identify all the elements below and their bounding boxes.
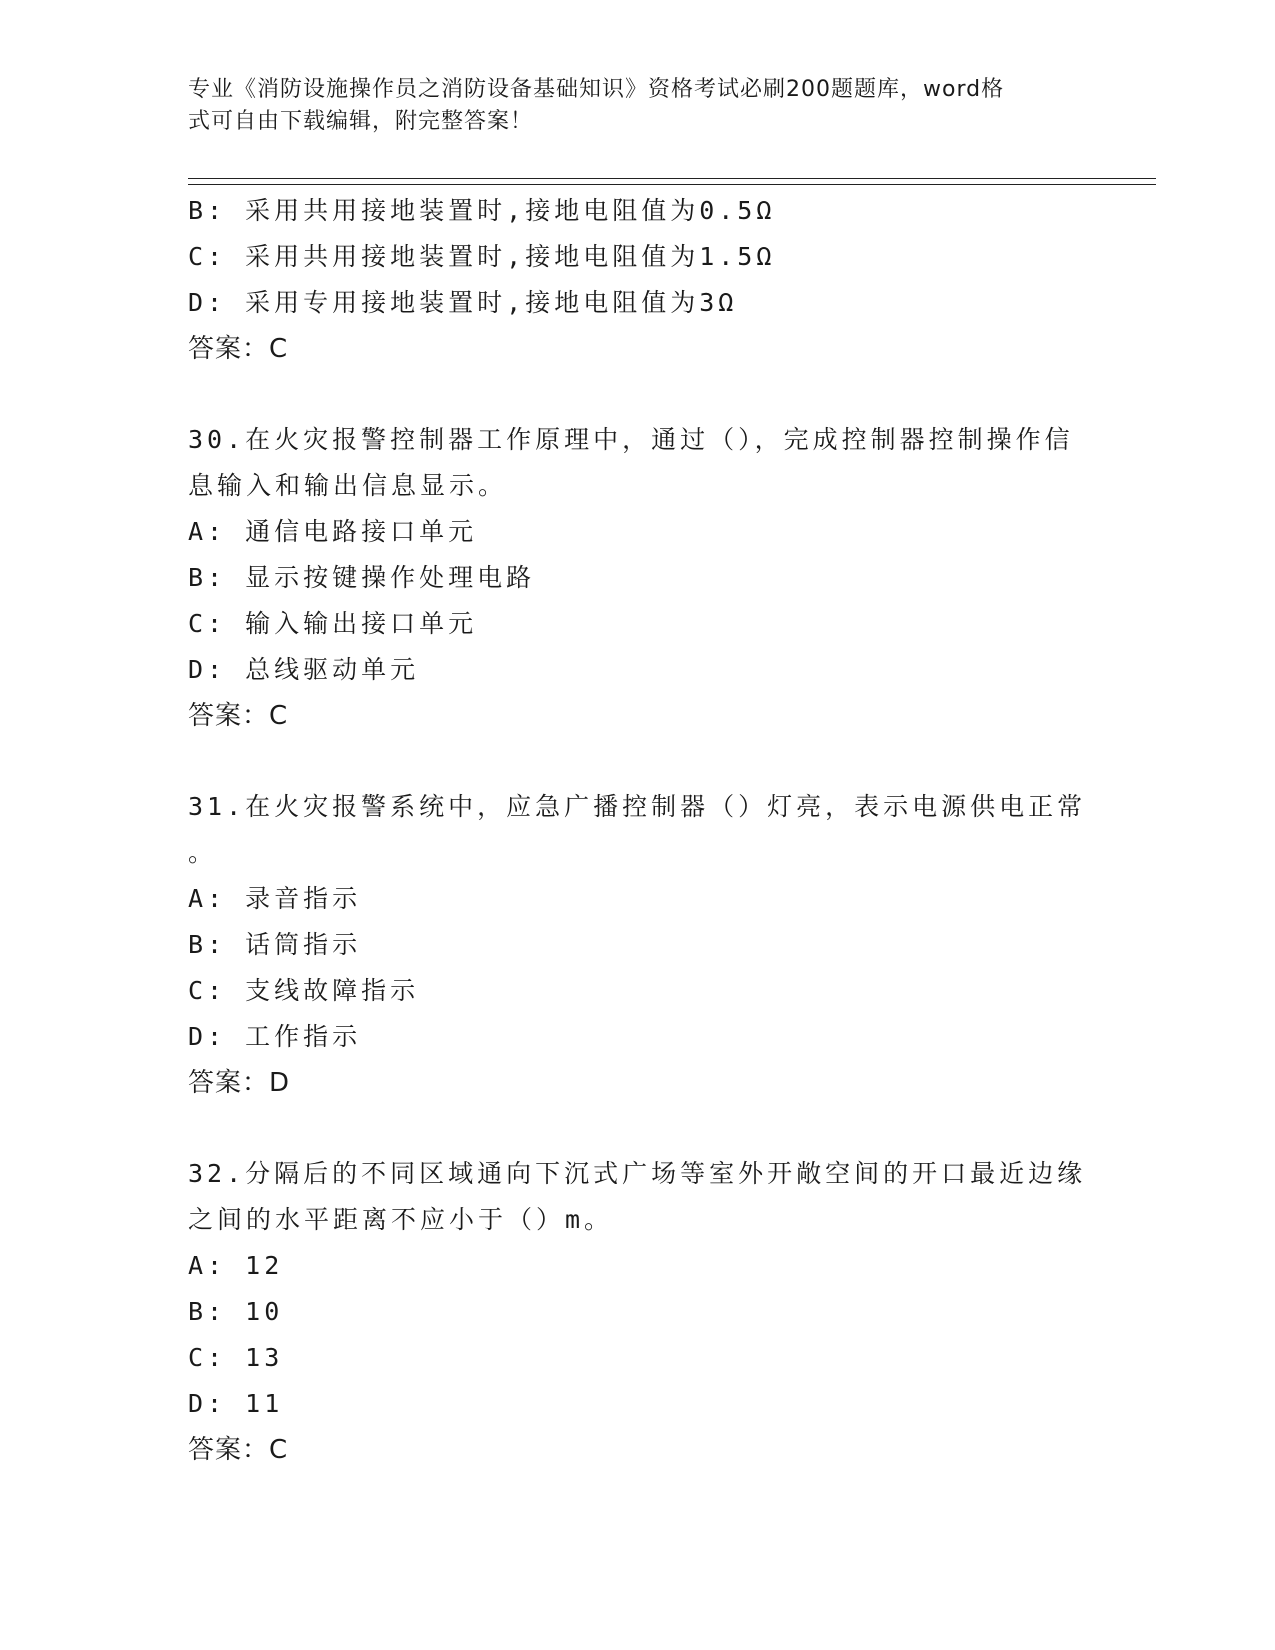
header-line-2: 式可自由下载编辑，附完整答案！ — [188, 109, 534, 134]
question-stem-line: 30.在火灾报警控制器工作原理中，通过（），完成控制器控制操作信 — [188, 425, 1074, 454]
question-stem-line: 息输入和输出信息显示。 — [188, 471, 508, 500]
document-header — [188, 74, 1088, 138]
question-stem-line: 之间的水平距离不应小于（）m。 — [188, 1205, 614, 1234]
option-c: C: 采用共用接地装置时,接地电阻值为1.5Ω — [188, 242, 776, 271]
option-d: D: 工作指示 — [188, 1022, 362, 1051]
option-b: B: 采用共用接地装置时,接地电阻值为0.5Ω — [188, 196, 776, 225]
option-a: A: 录音指示 — [188, 884, 362, 913]
answer-line: 答案：D — [188, 1068, 291, 1098]
question-stem-line: 32.分隔后的不同区域通向下沉式广场等室外开敞空间的开口最近边缘 — [188, 1159, 1087, 1188]
header-divider-bottom — [188, 184, 1156, 185]
option-d: D: 采用专用接地装置时,接地电阻值为3Ω — [188, 288, 738, 317]
option-b: B: 话筒指示 — [188, 930, 362, 959]
option-c: C: 输入输出接口单元 — [188, 609, 478, 638]
option-b: B: 10 — [188, 1297, 284, 1326]
answer-line: 答案：C — [188, 1435, 289, 1465]
option-a: A: 12 — [188, 1251, 284, 1280]
option-b: B: 显示按键操作处理电路 — [188, 563, 536, 592]
option-d: D: 总线驱动单元 — [188, 655, 420, 684]
partial-question — [188, 188, 1088, 372]
option-d: D: 11 — [188, 1389, 284, 1418]
header-line-1: 专业《消防设施操作员之消防设备基础知识》资格考试必刷200题题库，word格 — [188, 77, 1005, 102]
answer-line: 答案：C — [188, 334, 289, 364]
question-30 — [188, 417, 1088, 739]
option-a: A: 通信电路接口单元 — [188, 517, 478, 546]
option-c: C: 支线故障指示 — [188, 976, 420, 1005]
question-stem-line: 。 — [188, 838, 218, 867]
question-stem-line: 31.在火灾报警系统中，应急广播控制器（）灯亮，表示电源供电正常 — [188, 792, 1087, 821]
answer-line: 答案：C — [188, 701, 289, 731]
question-list — [188, 188, 1088, 1473]
question-32 — [188, 1151, 1088, 1473]
option-c: C: 13 — [188, 1343, 284, 1372]
header-divider-top — [188, 178, 1156, 179]
question-31 — [188, 784, 1088, 1106]
